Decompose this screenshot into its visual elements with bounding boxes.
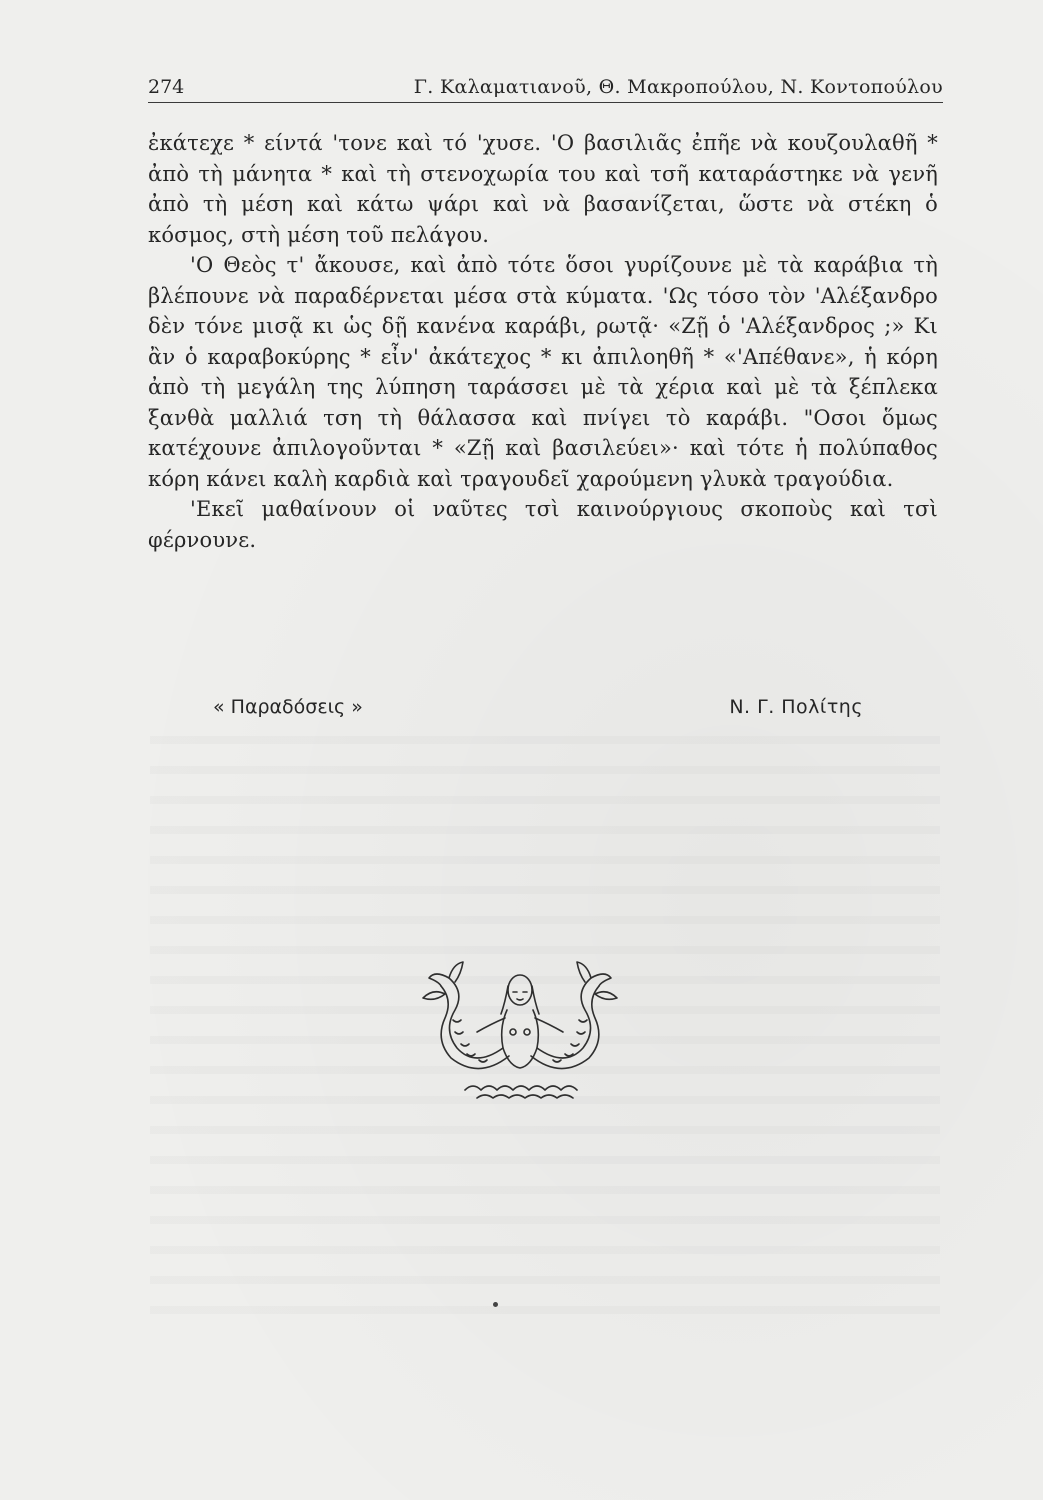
mermaid-ornament-icon xyxy=(405,948,635,1108)
paragraph-2: 'Ο Θεὸς τ' ἄκουσε, καὶ ἀπὸ τότε ὅσοι γυρίζουνε μὲ τὰ καράβια τὴ βλέπουνε νὰ παραδέρνεται μέσα στὰ κύματα. 'Ως τόσο τὸν 'Αλέξανδρο δὲν τόνε μισᾷ κι ὡς δῇ κανένα καράβι, ρωτᾷ· «Ζῇ ὁ 'Αλέξανδρος ;» Κι ἂν ὁ καραβοκύρης * εἶν' ἀκάτεχος * κι ἀπιλοηθῆ * «'Απέθανε», ἡ κόρη ἀπὸ τὴ μεγάλη της λύπηση ταράσσει μὲ τὰ χέρια καὶ μὲ τὰ ξέπλεκα ξανθὰ μαλλιά τση τὴ θάλασσα καὶ πνίγει τὸ καράβι. "Οσοι ὅμως κατέχουνε ἀπιλογοῦνται * «Ζῇ καὶ βασιλεύει»· καὶ τότε ἡ πολύπαθος κόρη κάνει καλὴ καρδιὰ καὶ τραγουδεῖ χαρούμενη γλυκὰ τραγούδια. xyxy=(148,253,938,491)
paragraph-1: ἐκάτεχε * είντά 'τονε καὶ τό 'χυσε. 'Ο βασιλιᾶς ἐπῆε νὰ κουζουλαθῆ * ἀπὸ τὴ μάνητα * καὶ τὴ στενοχωρία του καὶ τσῆ καταράστηκε νὰ γενῆ ἀπὸ τὴ μέση καὶ κάτω ψάρι καὶ νὰ βασανίζεται, ὥστε νὰ στέκη ὁ κόσμος, στὴ μέση τοῦ πελάγου. xyxy=(148,131,938,247)
attribution-author: Ν. Γ. Πολίτης xyxy=(729,696,863,718)
paragraph-3: 'Εκεῖ μαθαίνουν οἱ ναῦτες τσὶ καινούργιους σκοποὺς καὶ τσὶ φέρνουνε. xyxy=(148,497,938,552)
attribution-source: « Παραδόσεις » xyxy=(213,696,363,718)
page-number: 274 xyxy=(148,76,185,98)
page-header xyxy=(148,72,943,103)
ink-speck xyxy=(493,1302,498,1307)
body-text xyxy=(148,128,938,555)
running-head: Γ. Καλαματιανοῦ, Θ. Μακροπούλου, Ν. Κοντοπούλου xyxy=(413,76,943,98)
